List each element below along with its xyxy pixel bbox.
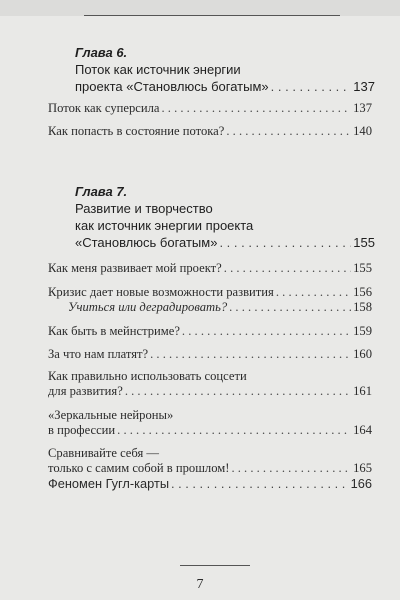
dot-leader [182, 324, 351, 339]
dot-leader [271, 78, 352, 95]
toc-entry [48, 476, 372, 491]
toc-entry [48, 261, 372, 276]
chapter-6-title-row [75, 78, 375, 95]
toc-entry-title: Как меня развивает мой проект? [48, 261, 222, 275]
toc-entry-page: 156 [353, 285, 372, 299]
chapter-6-title-line2: проекта «Становлюсь богатым» [75, 79, 269, 94]
dot-leader [219, 234, 351, 251]
dot-leader [229, 300, 351, 315]
toc-entry-title: Как попасть в состояние потока? [48, 124, 225, 138]
toc-entry-page: 161 [353, 384, 372, 398]
dot-leader [150, 347, 351, 362]
dot-leader [231, 461, 351, 476]
toc-entry-title-line1: «Зеркальные нейроны» [48, 408, 174, 422]
toc-entry [48, 408, 372, 438]
toc-entry-title-line1: Сравнивайте себя — [48, 446, 160, 460]
toc-entry [48, 324, 372, 339]
dot-leader [171, 476, 349, 491]
toc-entry-title: Феномен Гугл-карты [48, 476, 170, 491]
toc-subentry [48, 300, 372, 315]
toc-entry-title: За что нам платят? [48, 347, 149, 361]
toc-entry-title-line2: только с самим собой в прошлом! [48, 461, 230, 475]
toc-entry-page: 165 [353, 461, 372, 475]
toc-entry-page: 137 [353, 101, 372, 115]
toc-entry-title: Кризис дает новые возможности развития [48, 285, 274, 299]
chapter-7-title-row [75, 234, 375, 251]
chapter-7-title-line2: как источник энергии проекта [75, 218, 254, 233]
chapter-7-title-line3: «Становлюсь богатым» [75, 235, 218, 250]
toc-entry-page: 155 [353, 261, 372, 275]
toc-entry [48, 124, 372, 139]
dot-leader [276, 285, 351, 300]
chapter-7-label: Глава 7. [75, 184, 128, 199]
toc-entry-title-line2: в профессии [48, 423, 116, 437]
page-top-edge [0, 0, 400, 16]
toc-entry-page: 164 [353, 423, 372, 437]
toc-entry-page: 140 [353, 124, 372, 138]
toc-entry-title: Поток как суперсила [48, 101, 160, 115]
dot-leader [161, 101, 351, 116]
chapter-6-page: 137 [353, 79, 375, 94]
toc-entry-title: Как быть в мейнстриме? [48, 324, 180, 338]
page-number: 7 [196, 577, 204, 592]
bottom-rule [180, 565, 250, 566]
toc-entry-title-line2: для развития? [48, 384, 123, 398]
top-rule [84, 15, 340, 16]
toc-entry-title-line1: Как правильно использовать соцсети [48, 369, 247, 383]
dot-leader [224, 261, 351, 276]
dot-leader [125, 384, 351, 399]
chapter-6-title-line1: Поток как источник энергии [75, 62, 241, 77]
toc-entry-page: 166 [350, 476, 372, 491]
dot-leader [226, 124, 351, 139]
toc-entry [48, 347, 372, 362]
chapter-7-heading [75, 183, 375, 251]
toc-entry [48, 369, 372, 399]
chapter-7-title-line1: Развитие и творчество [75, 201, 213, 216]
toc-entry [48, 285, 372, 300]
chapter-6-heading [75, 44, 375, 95]
toc-entry-page: 160 [353, 347, 372, 361]
toc-entry-page: 159 [353, 324, 372, 338]
toc-entry [48, 446, 372, 476]
toc-subentry-title: Учиться или деградировать? [68, 300, 228, 314]
dot-leader [117, 423, 351, 438]
toc-entry [48, 101, 372, 116]
chapter-6-label: Глава 6. [75, 45, 128, 60]
toc-subentry-page: 158 [353, 300, 372, 314]
chapter-7-page: 155 [353, 235, 375, 250]
